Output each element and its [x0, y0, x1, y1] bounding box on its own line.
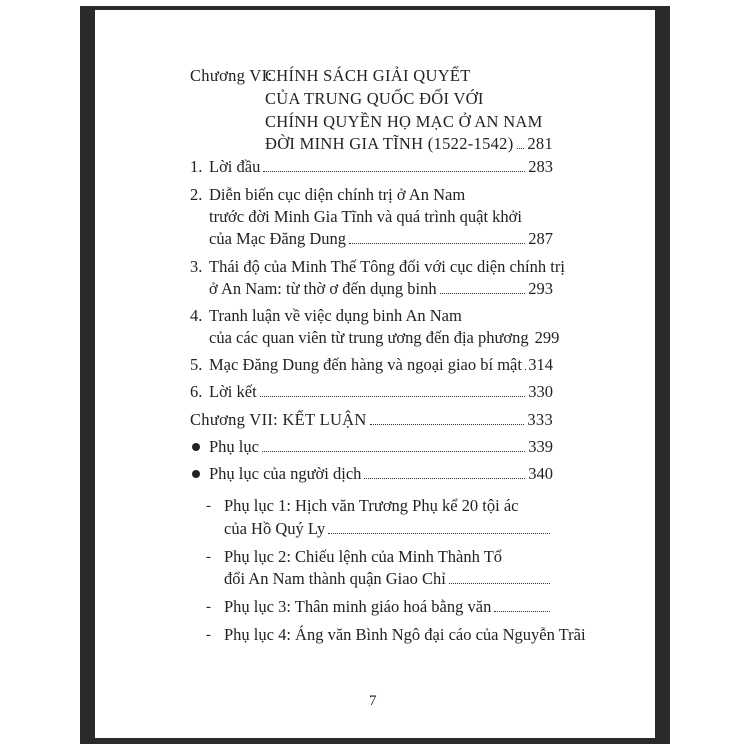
dash-marker: -: [206, 549, 211, 565]
toc-entry-subappendix-2[interactable]: [224, 568, 553, 590]
toc-entry-appendix[interactable]: [209, 436, 553, 458]
page-number: 7: [369, 693, 377, 709]
page-ref: 287: [528, 229, 553, 248]
dot-leader: [364, 478, 525, 479]
section-title: của các quan viên từ trung ương đến địa phương: [209, 328, 529, 347]
toc-entry-section-5[interactable]: [209, 354, 553, 376]
page-ref: 339: [528, 437, 553, 456]
section-title-line: trước đời Minh Gia Tĩnh và quá trình quật khởi: [209, 207, 522, 226]
dot-leader: [328, 533, 550, 534]
dot-leader: [370, 424, 525, 425]
toc-entry-subappendix-3[interactable]: [224, 596, 553, 618]
toc-entry-subappendix-1[interactable]: [224, 518, 553, 540]
dash-marker: -: [206, 599, 211, 615]
section-title-line: Tranh luận về việc dụng binh An Nam: [209, 306, 462, 325]
dot-leader: [262, 451, 525, 452]
dot-leader: [440, 293, 526, 294]
chapter6-title-line-2: CỦA TRUNG QUỐC ĐỐI VỚI: [265, 89, 484, 108]
toc-entry-translator-appendix[interactable]: [209, 463, 553, 485]
chapter6-title-line-4: ĐỜI MINH GIA TĨNH (1522-1542): [265, 134, 514, 153]
subappendix-title-line: Phụ lục 1: Hịch văn Trương Phụ kể 20 tội ác: [224, 496, 519, 515]
dot-leader: [349, 243, 525, 244]
section-title: Mạc Đăng Dung đến hàng và ngoại giao bí mật: [209, 355, 522, 374]
dot-leader: [260, 396, 526, 397]
page-ref: 330: [528, 382, 553, 401]
section-number: 3.: [190, 257, 203, 276]
page-ref: 299: [534, 328, 560, 347]
section-number: 5.: [190, 355, 203, 374]
page-ref: 333: [527, 410, 553, 429]
section-number: 6.: [190, 382, 203, 401]
page-ref: 283: [528, 157, 553, 176]
toc-entry-section-3[interactable]: [209, 278, 553, 300]
dot-leader: [517, 148, 525, 149]
dot-leader: [494, 611, 550, 612]
section-title: của Mạc Đăng Dung: [209, 229, 346, 248]
toc-entry-section-1[interactable]: [209, 156, 553, 178]
subappendix-title: Phụ lục 3: Thân minh giáo hoá bằng văn: [224, 597, 492, 616]
toc-entry-section-6[interactable]: [209, 381, 553, 403]
dash-marker: -: [206, 627, 211, 643]
dot-leader: [263, 171, 525, 172]
chapter6-label: Chương VI:: [190, 66, 273, 85]
page-ref: 293: [528, 279, 553, 298]
page-ref: 340: [528, 464, 553, 483]
dash-marker: -: [206, 498, 211, 514]
appendix-title: Phụ lục của người dịch: [209, 464, 362, 483]
toc-entry-chapter6[interactable]: [265, 133, 553, 155]
chapter6-title-line-3: CHÍNH QUYỀN HỌ MẠC Ở AN NAM: [265, 112, 543, 131]
section-number: 1.: [190, 157, 203, 176]
chapter7-title: Chương VII: KẾT LUẬN: [190, 410, 367, 429]
section-title: ở An Nam: từ thờ ơ đến dụng binh: [209, 279, 437, 298]
subappendix-title: Phụ lục 4: Áng văn Bình Ngô đại cáo của Nguyễn Trãi: [224, 625, 586, 644]
toc-entry-subappendix-4[interactable]: [224, 624, 586, 646]
section-title-line: Diễn biến cục diện chính trị ở An Nam: [209, 185, 466, 204]
chapter6-title-line-1: CHÍNH SÁCH GIẢI QUYẾT: [265, 66, 471, 85]
section-title-line: Thái độ của Minh Thế Tông đối với cục diện chính trị: [209, 257, 565, 276]
toc-entry-section-2[interactable]: [209, 228, 553, 250]
subappendix-title-line: Phụ lục 2: Chiếu lệnh của Minh Thành Tổ: [224, 547, 503, 566]
section-number: 4.: [190, 306, 203, 325]
toc-entry-section-4[interactable]: [209, 327, 560, 349]
subappendix-title: của Hồ Quý Ly: [224, 519, 326, 538]
subappendix-title: đổi An Nam thành quận Giao Chỉ: [224, 569, 446, 588]
page-ref: 281: [527, 134, 553, 153]
bullet-icon: [192, 470, 200, 478]
bullet-icon: [192, 443, 200, 451]
toc-entry-chapter7[interactable]: [190, 409, 553, 431]
page-ref: 314: [528, 355, 553, 374]
dot-leader: [449, 583, 550, 584]
section-title: Lời đầu: [209, 157, 261, 176]
section-number: 2.: [190, 185, 203, 204]
appendix-title: Phụ lục: [209, 437, 259, 456]
section-title: Lời kết: [209, 382, 257, 401]
